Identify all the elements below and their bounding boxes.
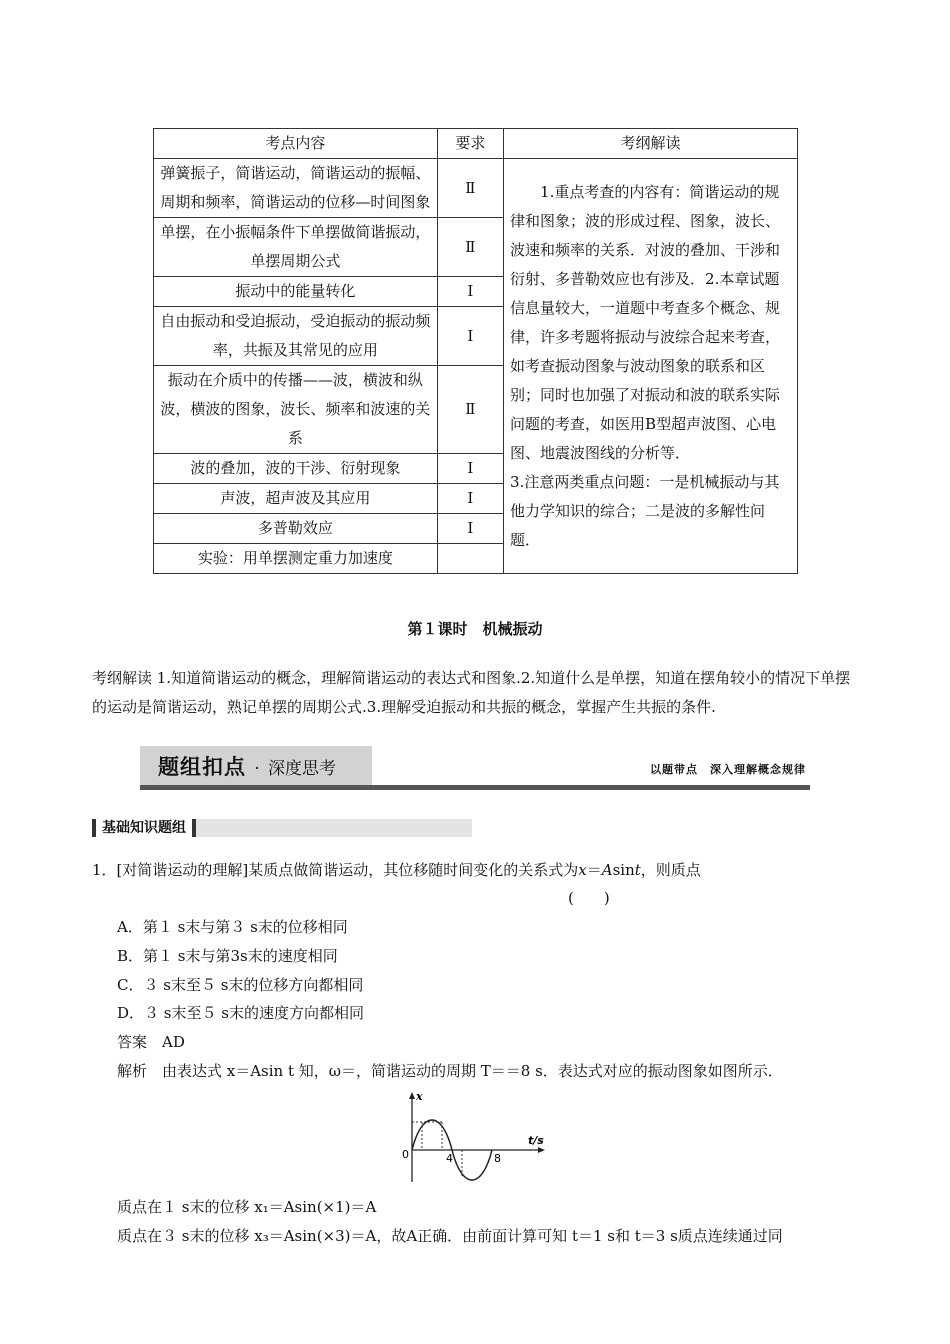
option-c: C．３ s末至５ s末的位移方向都相同 [117, 976, 364, 994]
header-level: 要求 [437, 129, 503, 159]
interpretation-part-2: 3.注意两类重点问题：一是机械振动与其他力学知识的综合；二是波的多解性问题． [510, 472, 780, 549]
analysis-line-3: 质点在３ s末的位移 x₃＝Asin(×3)＝A，故A正确．由前面计算可知 t＝1 s和 t＝3 s质点连续通过同 [117, 1227, 783, 1245]
banner-tagline: 以题带点 深入理解概念规律 [650, 763, 806, 776]
row-content: 实验：用单摆测定重力加速度 [154, 544, 438, 574]
stem-text: 1．[对简谐运动的理解]某质点做简谐运动，其位移随时间变化的关系式为 [92, 861, 579, 879]
banner-title-box [140, 746, 372, 788]
x-label: t/s [528, 1134, 544, 1147]
row-content: 自由振动和受迫振动，受迫振动的振动频率，共振及其常见的应用 [154, 307, 438, 366]
row-level: Ⅱ [437, 218, 503, 277]
banner-subtitle: 深度思考 [268, 759, 337, 779]
banner-divider [140, 785, 810, 790]
table-header-row [154, 129, 798, 159]
row-content: 弹簧振子，简谐运动，简谐运动的振幅、周期和频率，简谐运动的位移—时间图象 [154, 159, 438, 218]
exam-requirements-table [153, 128, 798, 574]
option-a: A．第１ s末与第３ s末的位移相同 [117, 918, 348, 936]
answer-bracket: ( ) [568, 889, 610, 907]
section-banner [140, 746, 810, 792]
row-content: 单摆，在小振幅条件下单摆做简谐振动，单摆周期公式 [154, 218, 438, 277]
interpretation-cell [504, 159, 798, 574]
header-interpretation: 考纲解读 [504, 129, 798, 159]
analysis-line-2: 质点在１ s末的位移 x₁＝Asin(×1)＝A [117, 1198, 377, 1216]
table-row [154, 159, 798, 218]
option-d: D．３ s末至５ s末的速度方向都相同 [117, 1004, 364, 1022]
interpretation-part-1: 1.重点考查的内容有：简谐运动的规律和图象；波的形成过程、图象，波长、波速和频率的关系．对波的叠加、干涉和衍射、多普勒效应也有涉及．2.本章试题信息量较大，一道题中考查多个概念、规律，许多考题将振动与波综合起来考查，如考查振动图象与波动图象的联系和区别；同时也加强了对振动和波的联系实际问题的考查，如医用B型超声波图、心电图、地震波图线的分析等． [510, 182, 781, 462]
x-axis-arrow [538, 1147, 545, 1153]
origin-label: 0 [402, 1148, 409, 1161]
row-level: Ⅰ [437, 514, 503, 544]
stem-sin: sin [612, 861, 635, 879]
row-level: Ⅱ [437, 159, 503, 218]
y-label: x [416, 1090, 423, 1103]
question-stem [92, 860, 701, 880]
stem-var-t: t [634, 861, 641, 879]
stem-tail: ，则质点 [640, 861, 701, 879]
row-level: Ⅰ [437, 484, 503, 514]
answer-line: 答案 AD [117, 1033, 185, 1051]
y-axis-arrow [409, 1092, 415, 1099]
row-level [437, 544, 503, 574]
row-level: Ⅱ [437, 366, 503, 454]
row-content: 多普勒效应 [154, 514, 438, 544]
row-content: 振动在介质中的传播——波，横波和纵波，横波的图象，波长、频率和波速的关系 [154, 366, 438, 454]
syllabus-outline: 考纲解读 1.知道简谐运动的概念，理解简谐运动的表达式和图象.2.知道什么是单摆，知道在摆角较小的情况下单摆的运动是简谐运动，熟记单摆的周期公式.3.理解受迫振动和共振的概念，掌握产生共振的条件. [92, 669, 851, 716]
row-content: 波的叠加，波的干涉、衍射现象 [154, 454, 438, 484]
row-level: Ⅰ [437, 277, 503, 307]
row-level: Ⅰ [437, 454, 503, 484]
option-b: B．第１ s末与第3s末的速度相同 [117, 947, 338, 965]
row-level: Ⅰ [437, 307, 503, 366]
analysis-line-1: 解析 由表达式 x＝Asin t 知，ω＝，简谐运动的周期 T＝＝8 s．表达式对应的振动图象如图所示． [117, 1062, 783, 1080]
tick-4: 4 [446, 1152, 453, 1165]
lesson-title: 第１课时 机械振动 [407, 620, 543, 638]
banner-title: 题组扣点 [158, 755, 246, 779]
row-content: 声波，超声波及其应用 [154, 484, 438, 514]
section-heading-bar [92, 819, 472, 837]
banner-dot: · [254, 759, 260, 779]
section-heading: 基础知识题组 [92, 819, 196, 837]
header-content: 考点内容 [154, 129, 438, 159]
stem-equals: ＝ [586, 861, 602, 879]
vibration-graph [390, 1090, 550, 1190]
row-content: 振动中的能量转化 [154, 277, 438, 307]
stem-var-a: A [601, 861, 613, 879]
stem-var-x: x [578, 861, 587, 879]
tick-8: 8 [494, 1152, 501, 1165]
